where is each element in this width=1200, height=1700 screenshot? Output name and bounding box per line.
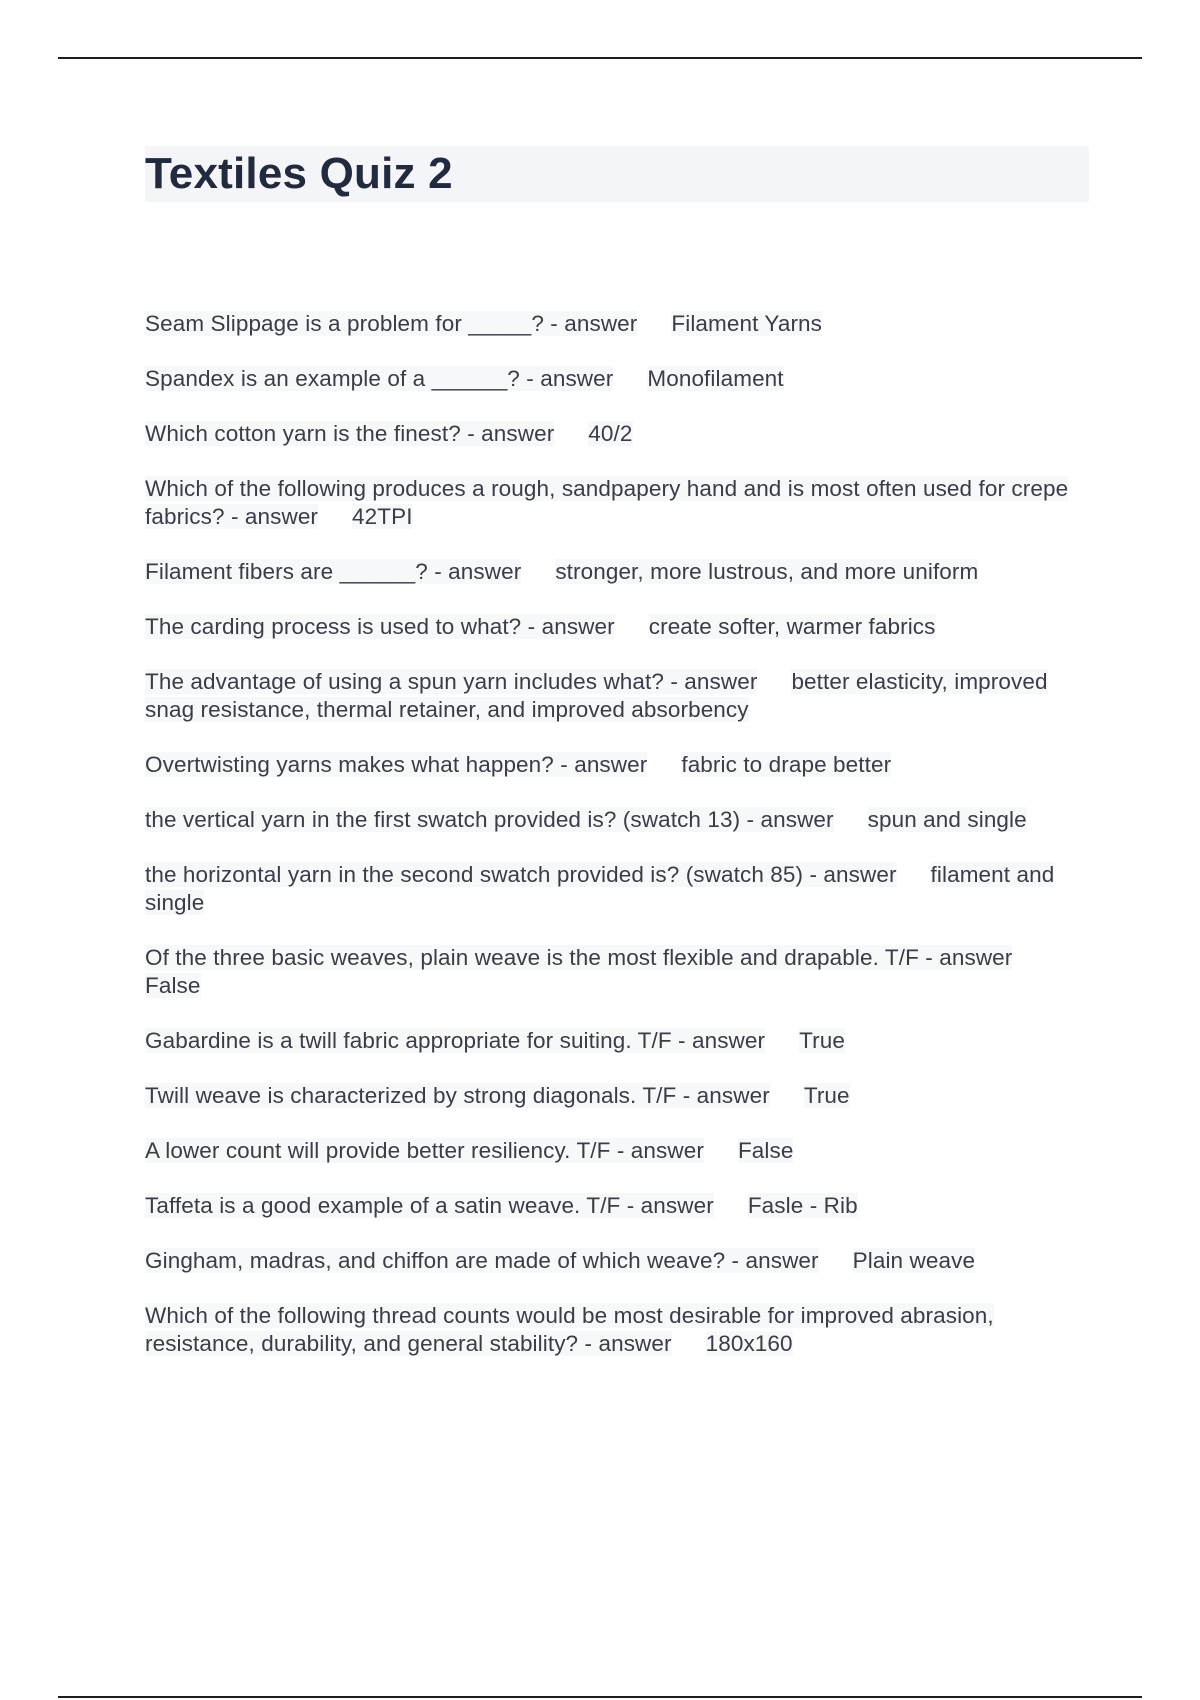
answer-text: fabric to drape better	[681, 752, 892, 777]
qa-item	[145, 751, 1095, 779]
answer-text: Filament Yarns	[671, 311, 823, 336]
question-text: Gingham, madras, and chiffon are made of which weave?	[145, 1248, 726, 1273]
answer-separator: - answer	[803, 862, 897, 887]
qa-item	[145, 1302, 1095, 1358]
question-text: Seam Slippage is a problem for _____?	[145, 311, 544, 336]
qa-item	[145, 944, 1095, 1000]
qa-item	[145, 806, 1095, 834]
qa-item	[145, 1192, 1095, 1220]
question-text: Overtwisting yarns makes what happen?	[145, 752, 554, 777]
question-text: Which cotton yarn is the finest?	[145, 421, 461, 446]
qa-item	[145, 613, 1095, 641]
answer-text: filament and single	[145, 862, 1055, 915]
page-title: Textiles Quiz 2	[145, 149, 453, 198]
question-text: The advantage of using a spun yarn includes what?	[145, 669, 664, 694]
answer-separator: - answer	[676, 1083, 770, 1108]
answer-text: True	[803, 1083, 850, 1108]
question-text: Filament fibers are ______?	[145, 559, 428, 584]
answer-separator: - answer	[610, 1138, 704, 1163]
answer-separator: - answer	[620, 1193, 714, 1218]
qa-item	[145, 475, 1095, 531]
answer-text: 180x160	[705, 1331, 793, 1356]
qa-item	[145, 1247, 1095, 1275]
answer-text: Monofilament	[647, 366, 784, 391]
answer-text: Fasle - Rib	[747, 1193, 858, 1218]
qa-item	[145, 668, 1095, 724]
answer-separator: - answer	[521, 614, 615, 639]
question-text: The carding process is used to what?	[145, 614, 522, 639]
question-text: Gabardine is a twill fabric appropriate for suiting. T/F	[145, 1028, 672, 1053]
answer-separator: - answer	[578, 1331, 672, 1356]
question-text: A lower count will provide better resiliency. T/F	[145, 1138, 611, 1163]
qa-item	[145, 558, 1095, 586]
question-text: the horizontal yarn in the second swatch provided is? (swatch 85)	[145, 862, 804, 887]
answer-separator: - answer	[740, 807, 834, 832]
qa-list	[145, 310, 1095, 1385]
answer-text: better elasticity, improved snag resistance, thermal retainer, and improved absorbency	[145, 669, 1048, 722]
answer-separator: - answer	[224, 504, 319, 529]
answer-separator: - answer	[725, 1248, 819, 1273]
answer-text: False	[145, 973, 201, 998]
question-text: Of the three basic weaves, plain weave is the most flexible and drapable. T/F	[145, 945, 919, 970]
answer-separator: - answer	[543, 311, 638, 336]
answer-text: Plain weave	[852, 1248, 976, 1273]
question-text: Twill weave is characterized by strong diagonals. T/F	[145, 1083, 677, 1108]
qa-item	[145, 861, 1095, 917]
answer-text: False	[737, 1138, 794, 1163]
answer-text: spun and single	[867, 807, 1027, 832]
answer-separator: - answer	[671, 1028, 766, 1053]
question-text: Which of the following thread counts would be most desirable for improved abrasion, resistance, durability, and general stability?	[145, 1303, 994, 1356]
qa-item	[145, 365, 1095, 393]
question-text: the vertical yarn in the first swatch provided is? (swatch 13)	[145, 807, 741, 832]
answer-separator: - answer	[918, 945, 1013, 970]
qa-item	[145, 310, 1095, 338]
answer-text: stronger, more lustrous, and more uniform	[555, 559, 979, 584]
answer-separator: - answer	[664, 669, 758, 694]
qa-item	[145, 1027, 1095, 1055]
answer-separator: - answer	[460, 421, 555, 446]
question-text: Taffeta is a good example of a satin weave. T/F	[145, 1193, 621, 1218]
top-rule	[58, 57, 1142, 59]
answer-separator: - answer	[519, 366, 614, 391]
qa-item	[145, 420, 1095, 448]
answer-text: 40/2	[588, 421, 633, 446]
answer-text: 42TPI	[352, 504, 413, 529]
answer-separator: - answer	[553, 752, 648, 777]
qa-item	[145, 1082, 1095, 1110]
question-text: Which of the following produces a rough, sandpapery hand and is most often used for crepe fabrics?	[145, 476, 1069, 529]
answer-text: create softer, warmer fabrics	[648, 614, 936, 639]
answer-separator: - answer	[427, 559, 522, 584]
qa-item	[145, 1137, 1095, 1165]
bottom-rule	[58, 1696, 1142, 1698]
answer-text: True	[799, 1028, 845, 1053]
question-text: Spandex is an example of a ______?	[145, 366, 520, 391]
